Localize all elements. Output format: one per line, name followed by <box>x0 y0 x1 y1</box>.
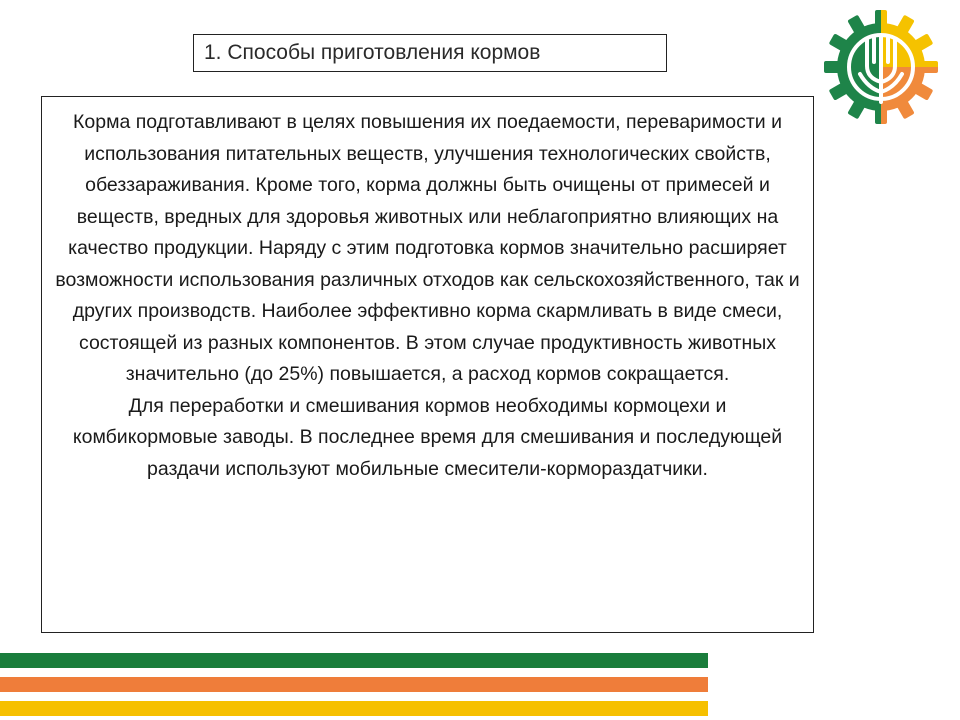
slide-title-text: 1. Способы приготовления кормов <box>204 41 541 64</box>
decorative-stripe-orange <box>0 677 708 692</box>
gear-wheat-logo-icon <box>822 8 940 126</box>
decorative-stripe-green <box>0 653 708 668</box>
decorative-stripe-yellow <box>0 701 708 716</box>
slide-title <box>193 34 667 72</box>
paragraph-2: Для переработки и смешивания кормов необходимы кормоцехи и комбикормовые заводы. В последнее время для смешивания и последующей раздачи используют мобильные смесители-кормораздатчики. <box>72 394 783 480</box>
paragraph-1: Корма подготавливают в целях повышения их поедаемости, переваримости и использования питательных веществ, улучшения технологических свойств, обеззараживания. Кроме того, корма должны быть очищены от примесей и веществ, вредных для здоровья животных или неблагоприятно влияющих на качество продукции. Наряду с этим подготовка кормов значительно расширяет возможности использования различных отходов как сельскохозяйственного, так и других производств. Наиболее эффективно корма скармливать в виде смеси, состоящей из разных компонентов. В этом случае продуктивность животных значительно (до 25%) повышается, а расход кормов сокращается. <box>55 111 800 385</box>
content-text-box <box>41 96 814 633</box>
